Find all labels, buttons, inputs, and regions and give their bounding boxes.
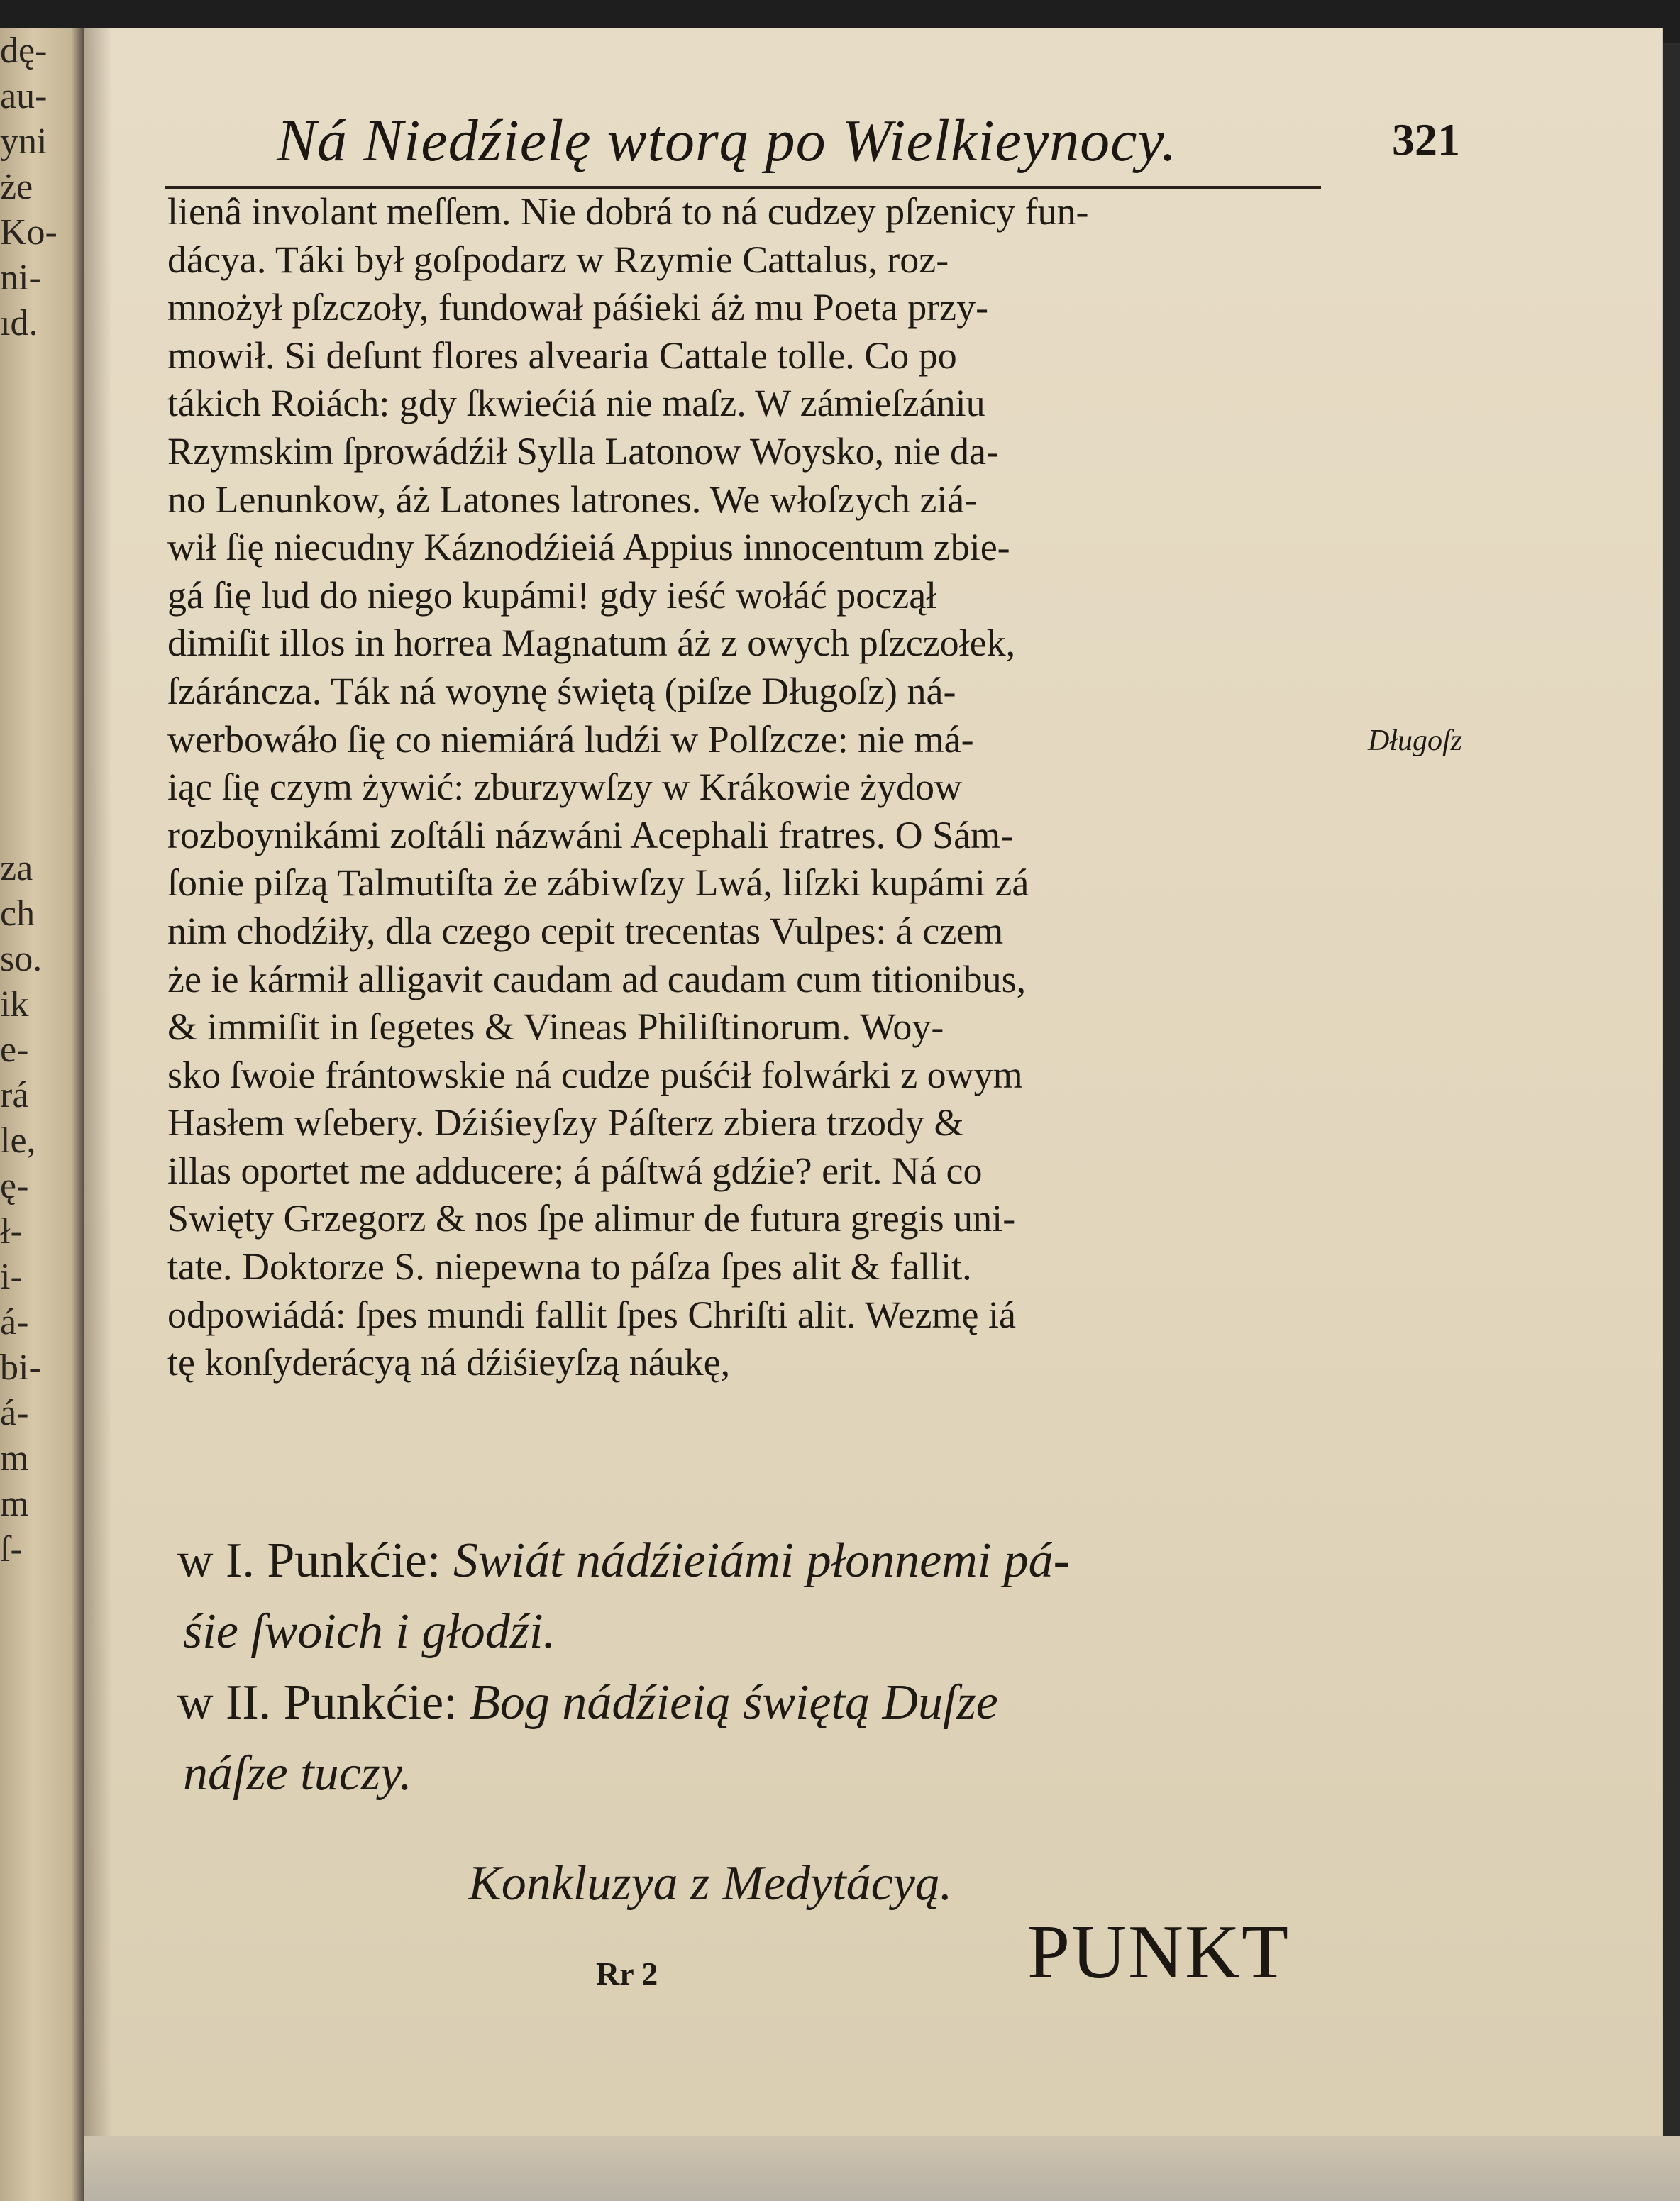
facing-page-fragment: rá: [0, 1075, 29, 1115]
page-bottom-edge: [84, 2136, 1680, 2201]
body-line: tę konſyderácyą ná dźiśieyſzą náukę,: [167, 1341, 731, 1384]
body-line: mnożył pſzczoły, fundował páśieki áż mu Poeta przy-: [167, 286, 989, 329]
body-line: sko ſwoie frántowskie ná cudze puśćił folwárki z owym: [167, 1053, 1023, 1096]
body-line: iąc ſię czym żywić: zburzywſzy w Krákowie żydow: [167, 766, 963, 809]
point-two-label: w II. Punkćie:: [177, 1675, 458, 1730]
body-line: wił ſię niecudny Káznodźieiá Appius innocentum zbie-: [167, 526, 1010, 569]
page-gutter-shadow: [84, 28, 112, 2185]
body-line: mowił. Si deſunt flores alvearia Cattale tolle. Co po: [167, 333, 957, 377]
facing-page-fragment: [0, 619, 78, 664]
facing-page-fragment: [0, 482, 78, 528]
facing-page-fragment: á-: [0, 1302, 29, 1342]
body-line: & immiſit in ſegetes & Vineas Philiſtinorum. Woy-: [167, 1005, 944, 1049]
catchword: PUNKT: [1027, 1910, 1291, 1995]
running-title: Ná Niedźielę wtorą po Wielkieynocy.: [277, 108, 1178, 174]
facing-page-text: [0, 28, 78, 1572]
margin-note: Długoſz: [1368, 724, 1463, 757]
point-two-line-2: [177, 1738, 1383, 1809]
facing-page-fragment: [0, 710, 78, 755]
body-line: że ie kármił alligavit caudam ad caudam cum titionibus,: [167, 957, 1027, 1000]
facing-page-fragment: á-: [0, 1393, 29, 1433]
facing-page-fragment: au-: [0, 76, 48, 116]
facing-page-fragment: m: [0, 1484, 29, 1524]
facing-page-fragment: ę-: [0, 1166, 29, 1206]
facing-page-fragment: [0, 392, 78, 437]
facing-page-fragment: m: [0, 1438, 29, 1479]
body-line: Swięty Grzegorz & nos ſpe alimur de futura gregis uni-: [167, 1197, 1016, 1240]
facing-page-edge: [0, 28, 84, 2201]
facing-page-fragment: ch: [0, 893, 35, 934]
conclusion-heading: Konkluzya z Medytácyą.: [468, 1856, 953, 1911]
facing-page-fragment: dę-: [0, 31, 48, 71]
body-line: Hasłem wſebery. Dźiśieyſzy Páſterz zbiera trzody &: [167, 1101, 964, 1144]
body-line: nim chodźiły, dla czego cepit trecentas Vulpes: á czem: [167, 909, 1004, 952]
body-line: rozboynikámi zoſtáli názwáni Acephali fratres. O Sám-: [167, 813, 1014, 856]
point-two-text-continued: náſze tuczy.: [183, 1746, 412, 1801]
facing-page-fragment: ıd.: [0, 303, 38, 343]
point-one-text: Swiát nádźieiámi płonnemi pá-: [453, 1533, 1070, 1588]
body-line: dácya. Táki był goſpodarz w Rzymie Cattalus, roz-: [167, 238, 949, 281]
facing-page-fragment: ni-: [0, 258, 41, 298]
point-one-line-1: [177, 1526, 1383, 1596]
facing-page-fragment: ſ-: [0, 1529, 23, 1570]
sermon-points: [177, 1526, 1383, 1809]
facing-page-fragment: e-: [0, 1030, 29, 1070]
body-line: lienâ involant meſſem. Nie dobrá to ná cudzey pſzenicy fun-: [167, 190, 1089, 233]
facing-page-fragment: yni: [0, 121, 48, 162]
facing-page-fragment: [0, 664, 78, 710]
facing-page-fragment: so.: [0, 939, 43, 979]
body-text: [167, 188, 1374, 1387]
body-line: gá ſię lud do niego kupámi! gdy ieść wołáć począł: [167, 573, 937, 617]
facing-page-fragment: ł-: [0, 1211, 23, 1252]
body-line: Rzymskim ſprowádźił Sylla Latonow Woysko, nie da-: [167, 429, 999, 473]
facing-page-fragment: Ko-: [0, 212, 57, 253]
facing-page-fragment: ik: [0, 984, 29, 1025]
body-line: ſzáráncza. Ták ná woynę świętą (piſze Długoſz) ná-: [167, 669, 956, 712]
point-one-line-2: [177, 1596, 1383, 1667]
facing-page-fragment: le,: [0, 1120, 36, 1161]
facing-page-fragment: [0, 755, 78, 800]
body-line: odpowiádá: ſpes mundi fallit ſpes Chriſti alit. Wezmę iá: [167, 1293, 1016, 1336]
point-two-line-1: [177, 1667, 1383, 1738]
facing-page-fragment: [0, 573, 78, 619]
point-one-text-continued: śie ſwoich i głodźi.: [183, 1604, 556, 1659]
point-two-text: Bog nádźieią świętą Duſze: [470, 1675, 998, 1730]
facing-page-fragment: [0, 800, 78, 846]
point-one-label: w I. Punkćie:: [177, 1533, 441, 1588]
facing-page-fragment: bi-: [0, 1347, 41, 1388]
body-line: ſonie piſzą Talmutiſta że zábiwſzy Lwá, liſzki kupámi zá: [167, 861, 1029, 905]
facing-page-fragment: że: [0, 167, 33, 207]
body-line: tate. Doktorze S. niepewna to páſza ſpes alit & fallit.: [167, 1245, 972, 1289]
facing-page-fragment: [0, 346, 78, 392]
body-line: werbowáło ſię co niemiárá ludźi w Polſzcze: nie má-: [167, 717, 974, 761]
page-number: 321: [1392, 114, 1460, 165]
body-line: no Lenunkow, áż Latones latrones. We włoſzych ziá-: [167, 478, 978, 521]
body-line: illas oportet me adducere; á páſtwá gdźie? erit. Ná co: [167, 1149, 983, 1192]
body-line: dimiſit illos in horrea Magnatum áż z owych pſzczołek,: [167, 622, 1016, 665]
signature-mark: Rr 2: [596, 1955, 658, 1992]
facing-page-fragment: za: [0, 848, 33, 888]
facing-page-fragment: [0, 528, 78, 573]
facing-page-fragment: [0, 437, 78, 482]
body-line: tákich Roiách: gdy ſkwiećiá nie maſz. W zámieſzániu: [167, 382, 985, 425]
facing-page-fragment: i-: [0, 1257, 23, 1297]
